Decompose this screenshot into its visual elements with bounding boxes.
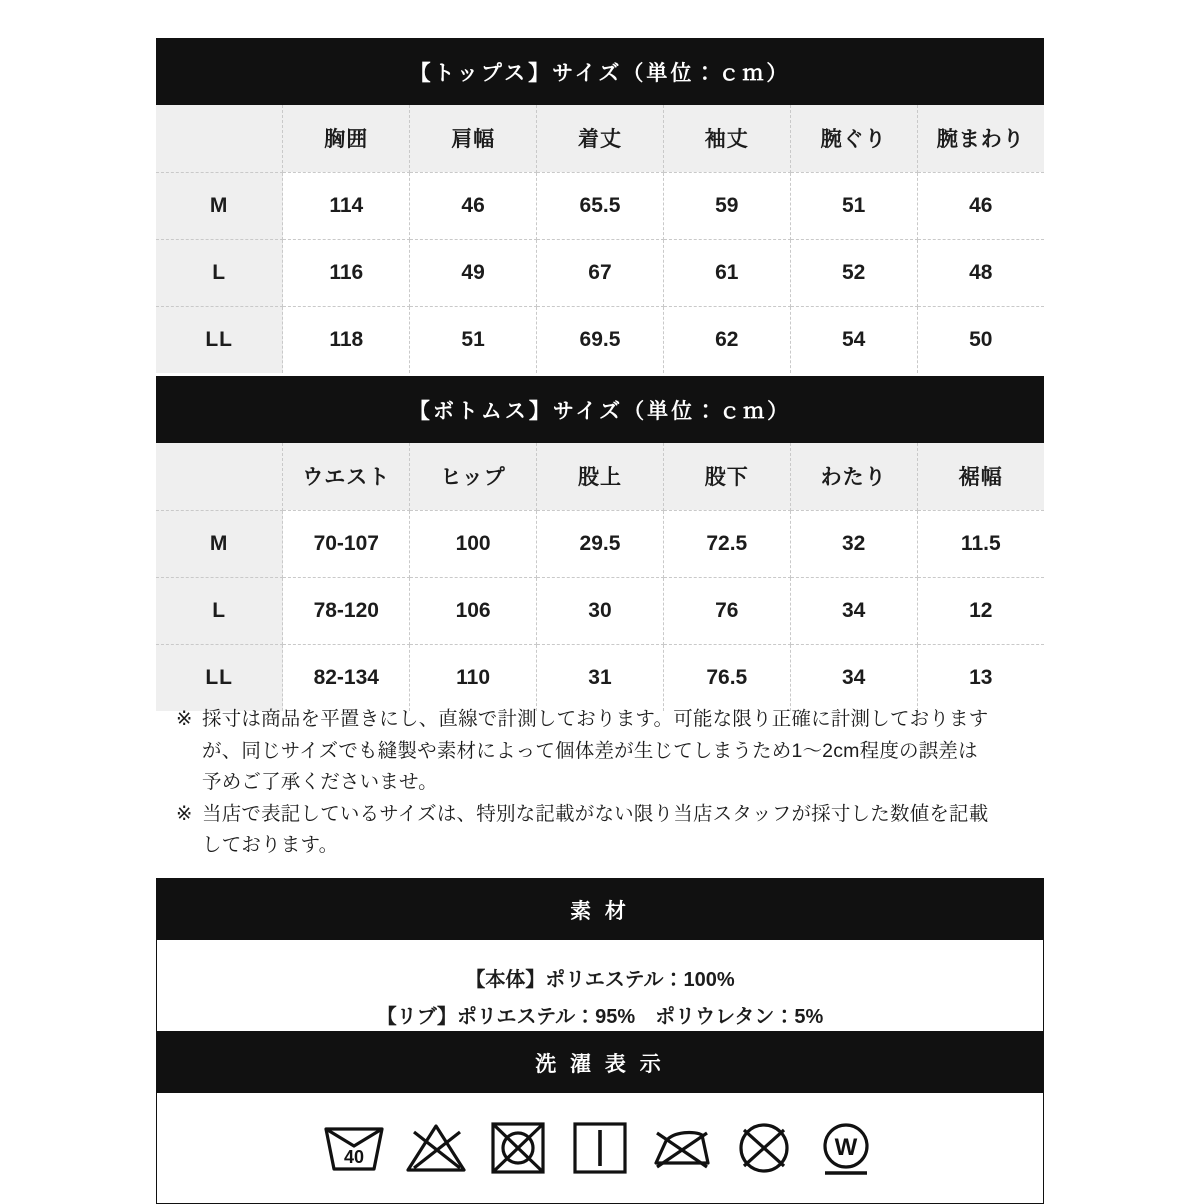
bottoms-size-table-block (156, 376, 1044, 711)
tops-header-length: 着丈 (537, 105, 664, 172)
drip-dry-line-icon (568, 1119, 632, 1177)
tops-table-title: 【トップス】サイズ（単位：ｃｍ） (156, 38, 1044, 105)
material-line-2: 【リブ】ポリエステル：95% ポリウレタン：5% (376, 1006, 824, 1028)
tops-m-armhole: 51 (790, 172, 917, 239)
tops-size-table (156, 38, 1044, 373)
table-row (156, 172, 1044, 239)
note-1-text: 採寸は商品を平置きにし、直線で計測しております。可能な限り正確に計測しております (202, 708, 989, 730)
washing-title: 洗 濯 表 示 (157, 1032, 1043, 1093)
tops-size-table-block (156, 38, 1044, 373)
note-2 (176, 799, 1036, 831)
tops-m-armcircumference: 46 (917, 172, 1044, 239)
note-2-cont-text: しております。 (202, 834, 339, 857)
material-line-1: 【本体】ポリエステル：100% (465, 969, 735, 991)
tops-header-shoulder: 肩幅 (410, 105, 537, 172)
note-1-cont-a (176, 736, 1036, 768)
table-row (156, 644, 1044, 711)
bottoms-header-waist: ウエスト (283, 443, 410, 510)
tops-row-size-ll: LL (156, 306, 283, 373)
note-2-cont (176, 830, 1036, 862)
bottoms-ll-waist: 82-134 (283, 644, 410, 711)
wash-40-icon (322, 1119, 386, 1177)
note-1-cont-b-text: 予めご了承くださいませ。 (202, 771, 438, 794)
tops-l-bust: 116 (283, 239, 410, 306)
bottoms-row-size-m: M (156, 510, 283, 577)
wash-40-label: 40 (343, 1147, 365, 1167)
note-2-mark: ※ (176, 802, 193, 825)
material-title: 素 材 (157, 879, 1043, 940)
tops-ll-armcircumference: 50 (969, 327, 993, 351)
bottoms-m-thigh: 32 (790, 510, 917, 577)
bottoms-header-thigh: わたり (790, 443, 917, 510)
bottoms-m-waist: 70-107 (283, 510, 410, 577)
bottoms-m-hip: 100 (410, 510, 537, 577)
note-2-text: 当店で表記しているサイズは、特別な記載がない限り当店スタッフが採寸した数値を記載 (202, 802, 989, 825)
tops-header-bust: 胸囲 (283, 105, 410, 172)
tops-header-armcircumference: 腕まわり (917, 105, 1044, 172)
bottoms-l-hip: 106 (410, 577, 537, 644)
tops-header-row (156, 105, 1044, 172)
tops-m-shoulder: 46 (410, 172, 537, 239)
no-dryclean-icon (732, 1119, 796, 1177)
bottoms-header-hem: 裾幅 (917, 443, 1044, 510)
bottoms-table-title-row (156, 376, 1044, 443)
tops-l-shoulder: 49 (410, 239, 537, 306)
tops-ll-length: 69.5 (537, 306, 664, 373)
tops-ll-sleeve: 62 (663, 306, 790, 373)
bottoms-l-waist: 78-120 (283, 577, 410, 644)
tops-row-size-l: L (156, 239, 283, 306)
tops-ll-shoulder: 51 (410, 306, 537, 373)
wet-clean-w-icon (814, 1119, 878, 1177)
bottoms-l-inseam: 76 (663, 577, 790, 644)
table-row (156, 239, 1044, 306)
tops-l-sleeve: 61 (663, 239, 790, 306)
bottoms-header-corner (156, 443, 283, 510)
tops-m-sleeve: 59 (663, 172, 790, 239)
tops-ll-armhole: 54 (790, 306, 917, 373)
no-iron-icon (650, 1119, 714, 1177)
tops-table-title-row (156, 38, 1044, 105)
tops-header-corner (156, 105, 283, 172)
bottoms-header-hip: ヒップ (410, 443, 537, 510)
tops-l-armhole: 52 (790, 239, 917, 306)
tops-ll-bust: 118 (283, 306, 410, 373)
bottoms-m-inseam: 72.5 (663, 510, 790, 577)
no-tumble-dry-icon (486, 1119, 550, 1177)
washing-icons-row (157, 1093, 1043, 1203)
no-bleach-icon (404, 1119, 468, 1177)
tops-header-sleeve: 袖丈 (663, 105, 790, 172)
bottoms-ll-hem: 13 (969, 665, 993, 689)
bottoms-ll-thigh: 34 (790, 644, 917, 711)
table-row (156, 510, 1044, 577)
tops-l-length: 67 (537, 239, 664, 306)
bottoms-l-thigh: 34 (790, 577, 917, 644)
tops-m-length: 65.5 (537, 172, 664, 239)
note-1-cont-b (176, 767, 1036, 799)
wet-clean-w-label: W (834, 1134, 858, 1161)
bottoms-header-rise: 股上 (537, 443, 664, 510)
note-1-mark: ※ (176, 708, 193, 730)
bottoms-ll-hip: 110 (410, 644, 537, 711)
bottoms-row-size-l: L (156, 577, 283, 644)
table-row (156, 577, 1044, 644)
tops-header-armhole: 腕ぐり (790, 105, 917, 172)
washing-block (156, 1031, 1044, 1204)
bottoms-m-hem: 11.5 (917, 510, 1044, 577)
table-row (156, 306, 1044, 373)
bottoms-l-rise: 30 (537, 577, 664, 644)
bottoms-row-size-ll: LL (156, 644, 283, 711)
bottoms-table-title: 【ボトムス】サイズ（単位：ｃｍ） (156, 376, 1044, 443)
bottoms-m-rise: 29.5 (537, 510, 664, 577)
measurement-notes (176, 704, 1036, 862)
bottoms-ll-inseam: 76.5 (663, 644, 790, 711)
bottoms-header-inseam: 股下 (663, 443, 790, 510)
bottoms-l-hem: 12 (917, 577, 1044, 644)
tops-l-armcircumference: 48 (917, 239, 1044, 306)
bottoms-header-row (156, 443, 1044, 510)
bottoms-ll-rise: 31 (537, 644, 664, 711)
tops-row-size-m: M (156, 172, 283, 239)
tops-m-bust: 114 (283, 172, 410, 239)
note-1-cont-a-text: が、同じサイズでも縫製や素材によって個体差が生じてしまうため1〜2cm程度の誤差は (202, 739, 978, 762)
note-1 (176, 704, 1036, 736)
bottoms-size-table (156, 376, 1044, 711)
